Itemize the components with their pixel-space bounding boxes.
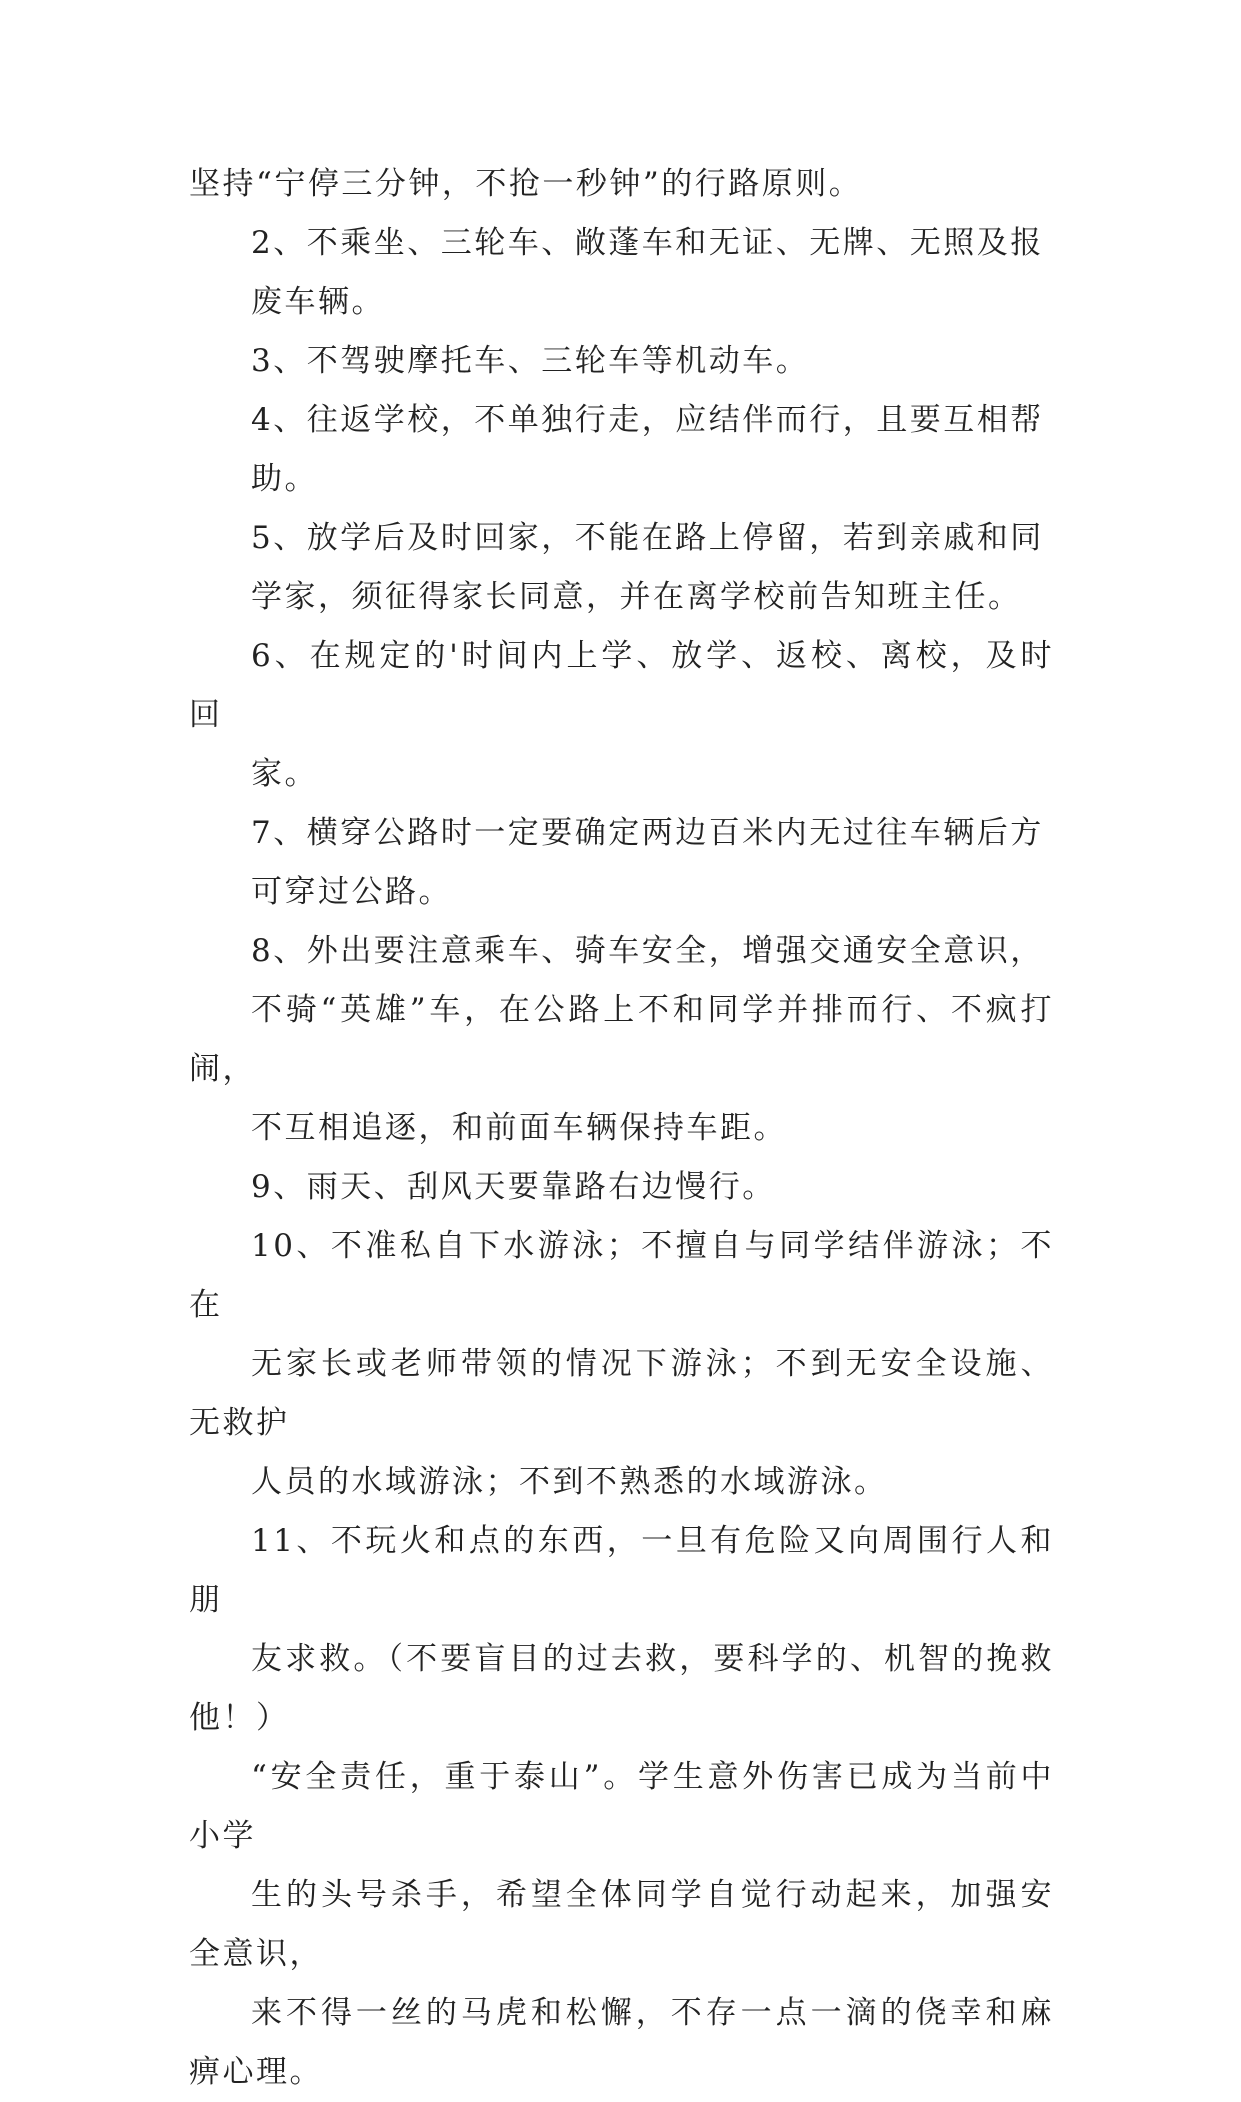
paragraph-line: 8、外出要注意乘车、骑车安全，增强交通安全意识，: [251, 933, 1044, 969]
paragraph-line: 学家，须征得家长同意，并在离学校前告知班主任。: [251, 579, 1022, 615]
paragraph-line: 4、往返学校，不单独行走，应结伴而行，且要互相帮: [251, 402, 1044, 438]
paragraph-line: 来不得一丝的马虎和松懈，不存一点一滴的侥幸和麻痹心理。: [189, 1995, 1054, 2090]
paragraph-line: 助。: [251, 461, 318, 497]
document-body: [189, 155, 1054, 2102]
paragraph-line: 2、不乘坐、三轮车、敞蓬车和无证、无牌、无照及报: [251, 225, 1044, 261]
paragraph-1: [189, 155, 1054, 214]
paragraph-line: 不互相追逐，和前面车辆保持车距。: [251, 1110, 787, 1146]
paragraph-line: 废车辆。: [251, 284, 385, 320]
paragraph-11: [189, 1512, 1054, 2102]
paragraph-line: 7、横穿公路时一定要确定两边百米内无过往车辆后方: [251, 815, 1044, 851]
paragraph-line: 人员的水域游泳；不到不熟悉的水域游泳。: [251, 1464, 888, 1500]
paragraph-line: 11、不玩火和点的东西，一旦有危险又向周围行人和朋: [189, 1523, 1054, 1618]
paragraph-line: “安全责任，重于泰山”。学生意外伤害已成为当前中小学: [189, 1759, 1054, 1854]
paragraph-line: 9、雨天、刮风天要靠路右边慢行。: [251, 1169, 776, 1205]
paragraph-line: 不骑“英雄”车，在公路上不和同学并排而行、不疯打闹，: [189, 992, 1054, 1087]
paragraph-9: [189, 1158, 1054, 1217]
paragraph-8: [189, 922, 1054, 1158]
paragraph-line: 6、在规定的'时间内上学、放学、返校、离校，及时回: [189, 638, 1054, 733]
paragraph-6: [189, 627, 1054, 804]
paragraph-line: 10、不准私自下水游泳；不擅自与同学结伴游泳；不在: [189, 1228, 1054, 1323]
paragraph-4: [189, 391, 1054, 509]
paragraph-line: 坚持“宁停三分钟，不抢一秒钟”的行路原则。: [189, 166, 863, 202]
paragraph-line: 生的头号杀手，希望全体同学自觉行动起来，加强安全意识，: [189, 1877, 1054, 1972]
paragraph-line: 3、不驾驶摩托车、三轮车等机动车。: [251, 343, 810, 379]
paragraph-7: [189, 804, 1054, 922]
paragraph-line: 可穿过公路。: [251, 874, 452, 910]
paragraph-line: 无家长或老师带领的情况下游泳；不到无安全设施、无救护: [189, 1346, 1054, 1441]
paragraph-line: 5、放学后及时回家，不能在路上停留，若到亲戚和同: [251, 520, 1044, 556]
paragraph-5: [189, 509, 1054, 627]
paragraph-line: 友求救。（不要盲目的过去救，要科学的、机智的挽救他！）: [189, 1641, 1054, 1736]
paragraph-2: [189, 214, 1054, 332]
paragraph-10: [189, 1217, 1054, 1512]
paragraph-line: 家。: [251, 756, 318, 792]
paragraph-3: [189, 332, 1054, 391]
